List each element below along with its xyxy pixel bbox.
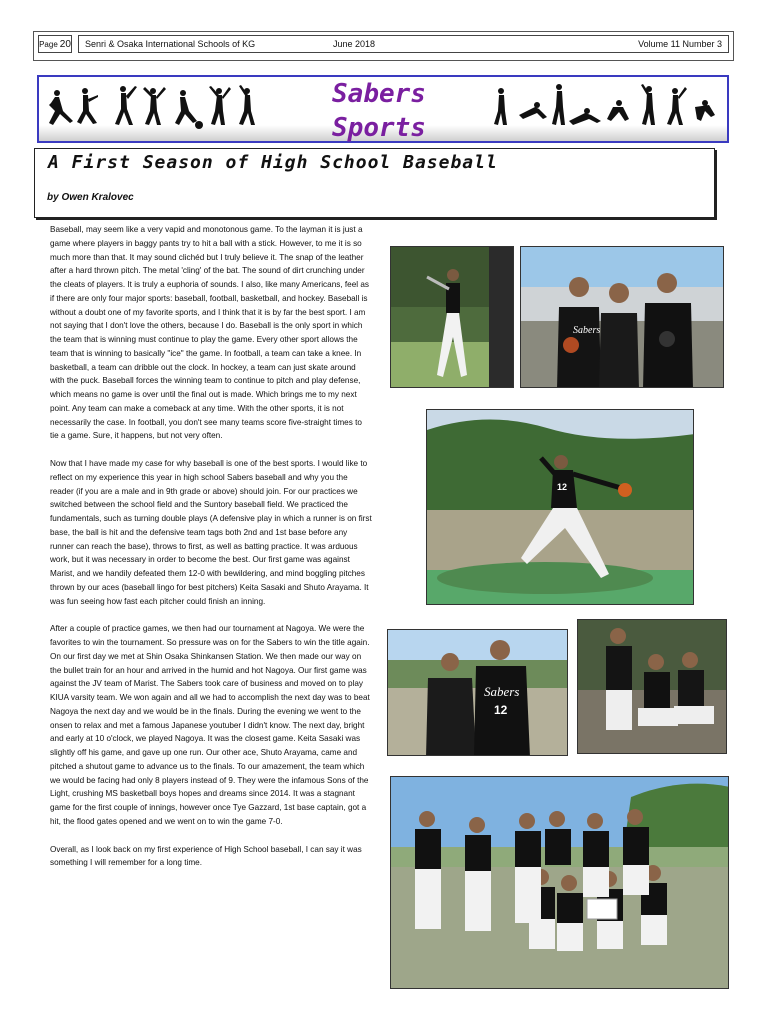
jersey-number: 12: [557, 482, 568, 492]
players-close-photo-icon: [387, 629, 568, 756]
article-title: A First Season of High School Baseball: [48, 152, 498, 173]
banner-title-line1: Sabers: [332, 79, 426, 109]
school-name: Senri & Osaka International Schools of KG: [85, 39, 256, 49]
article-paragraph: After a couple of practice games, we then had our tournament at Nagoya. We were the favorites to win the tournament. So pressure was on for the Sabers to win the title again. On our first day we met at Shin Osaka Shinkansen Station. We then made our way on the bullet train for an hour and arrived in the humid and hot Nagoya. Our first game was against the JV team of Marist. The Sabers took care of business and moved on to play KIUA varsity team. We won again and all we had to accomplish the next day was to beat Nagoya the next day and we would be in the finals. During the evening we went to the onsen to relax and met a famous Japanese youtuber I didn't know. The next day, bright and early at 10 o'clock, we played Nagoya. It was the closest game. Keita Sasaki was slightly off his game, and gave up one run. Our other ace, Shuto Arayama, came and pitched a shutout game to advance us to the finals. To our amazement, the team which we would be facing had only 8 players instead of 9. They were the infamous Sons of the Light, crushing MS basketball boys hopes and dreams since 2014. It was a stagnant game for the first couple of innings, however once Tye Gazzard, 1st base captain, got a hit, the flood gates opened and we went on to win the game 7-0.: [50, 624, 370, 826]
batter-photo-icon: [390, 246, 514, 388]
dugout-photo-icon: [577, 619, 727, 754]
section-banner: [37, 75, 729, 143]
article-paragraph: Overall, as I look back on my first experience of High School baseball, I can say it was something I will remember for a long time.: [50, 844, 362, 868]
sports-silhouettes-right-icon: [489, 81, 725, 139]
page-number-box: [38, 35, 72, 53]
banner-title: [309, 77, 449, 145]
article-paragraph: Now that I have made my case for why baseball is one of the best sports. I would like to reflect on my experience this year in high school Sabers baseball and why you the reader (if you are a male and in 9th grade or above) should join. For our practices we switched between the school field and the Suntory baseball field. We practiced the fundamentals, such as turning double plays (A defensive play in which a runner is on first base, the ball is hit and the defensive team tags both 2nd and 1st base before any runner can reach the base), throws to first, as well as batting practice. It was arduous work, but it was necessary in order to become the best. Our first game was against Marist, and we handily defeated them 12-0 with bewildering, and mind boggling pitches thrown by our aces (baseball lingo for best pitchers) Keita Sasaki and Shuto Arayama. It was fun seeing how fast each pitcher could finish an inning.: [50, 459, 372, 606]
article-byline: by Owen Kralovec: [47, 192, 134, 203]
pitcher-photo-icon: [426, 409, 694, 605]
jersey-text: Sabers: [573, 325, 601, 336]
banner-title-line2: Sports: [332, 113, 426, 143]
issue-volume: Volume 11 Number 3: [638, 39, 722, 49]
page-number: 20: [59, 38, 71, 50]
three-players-photo-icon: [520, 246, 724, 388]
sports-silhouettes-left-icon: [43, 81, 263, 139]
jersey-text: Sabers: [484, 684, 520, 699]
article-title-box: [34, 148, 715, 218]
page-header: [33, 31, 734, 61]
page-label: Page: [39, 39, 58, 49]
article-paragraph: Baseball, may seem like a very vapid and monotonous game. To the layman it is just a game where players in baggy pants try to hit a ball with a stick. However, to me it is so much more than that. It may sound clichéd but I truly believe it. The snap of the leather after a hard thrown pitch. The metal 'cling' of the bat. The sound of dirt crunching under the cleats of players. It is truly a euphoria of sounds. I also, like many Americans, feel as if there are only four major sports: baseball, football, basketball, and hockey. Baseball is without a doubt one of my favorite sports, and I think that it is by far the best sport. I am not saying that I don't love the others, because I do. Baseball is the only sport in which the team that is winning must continue to play the game. Every other sport allows the team that is winning to basically "ice" the game. In football, a team can take a knee. In basketball, a team can dribble out the clock. In hockey, a team can just skate around with the puck. Baseball forces the winning team to continue to pitch and play defense, which means no game is over until the final out is made. Which brings me to my next point. Any team can make a comeback at any time. With the other sports, it is not necessarily the case. In football, you don't see many teams score five-straight times to tie a game. Sure, it happens, but not very often.: [50, 225, 370, 441]
team-photo-icon: [390, 776, 729, 989]
issue-date: June 2018: [333, 39, 376, 49]
article-body: [50, 223, 372, 884]
jersey-number: 12: [494, 703, 508, 717]
header-bar: [78, 35, 729, 53]
